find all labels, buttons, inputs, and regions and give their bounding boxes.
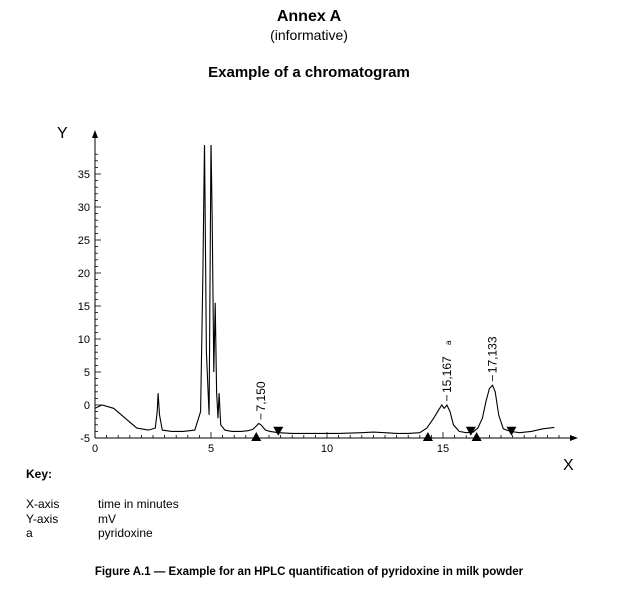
x-tick-label: 15 [436,443,450,455]
key-row [26,512,116,526]
peak-label: 15,167 [439,356,454,393]
x-tick-label: 10 [320,443,334,455]
figure-caption: Figure A.1 — Example for an HPLC quantification of pyridoxine in milk powder [94,566,524,578]
y-tick-label: 30 [77,202,90,214]
key-definition: pyridoxine [98,526,153,540]
peak-end-marker [506,427,516,436]
y-tick-label: -5 [80,433,90,445]
annex-title: Annex A [276,8,342,25]
peak-start-marker [472,432,482,441]
peak-footnote-marker: a [443,340,453,345]
key-definition: mV [98,512,116,526]
y-tick-label: 10 [77,334,90,346]
x-tick-label: 5 [207,443,215,455]
peak-end-marker [273,427,283,436]
key-definition: time in minutes [98,497,179,511]
x-axis-arrow [570,435,578,441]
peak-label: 17,133 [485,336,500,374]
peak-start-marker [251,432,261,441]
y-tick-label: 0 [83,400,90,412]
y-tick-label: 20 [77,268,90,280]
key-term: Y-axis [26,512,59,526]
key-term: X-axis [26,497,60,511]
annex-subtitle: (informative) [270,27,348,43]
y-tick-label: 15 [77,301,90,313]
key-row [26,526,153,540]
chart-title: Example of a chromatogram [208,64,410,81]
y-axis-arrow [92,130,98,138]
y-tick-label: 5 [83,367,90,379]
y-axis-label: Y [57,125,68,142]
x-tick-label: 0 [91,443,99,455]
peak-label: 7,150 [253,381,268,412]
y-tick-label: 25 [77,235,90,247]
key-heading: Key: [26,467,53,481]
key-row [26,497,179,511]
chromatogram-trace [95,141,554,433]
x-axis-label: X [563,457,574,474]
y-tick-label: 35 [77,169,90,181]
key-term: a [26,526,33,540]
